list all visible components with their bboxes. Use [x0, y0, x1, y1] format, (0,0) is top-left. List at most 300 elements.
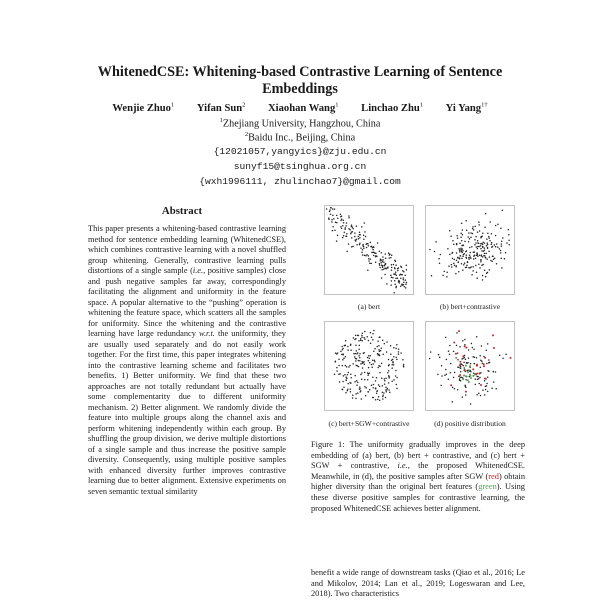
scatter-point	[379, 267, 381, 269]
scatter-point	[335, 361, 337, 363]
scatter-point	[361, 340, 363, 342]
scatter-point	[470, 403, 472, 405]
scatter-point	[372, 249, 374, 251]
scatter-point	[358, 360, 360, 362]
scatter-point	[396, 274, 398, 276]
scatter-point	[450, 384, 452, 386]
scatter-point	[368, 340, 370, 342]
scatter-point	[499, 248, 501, 250]
scatter-point	[350, 349, 352, 351]
scatter-point	[480, 395, 482, 397]
scatter-point	[470, 232, 472, 234]
author: Yi Yang$^{1\dagger}$	[445, 101, 488, 114]
scatter-point	[362, 244, 364, 246]
scatter-point	[493, 381, 495, 383]
scatter-point	[495, 371, 497, 373]
scatter-point	[459, 251, 461, 253]
scatter-point	[466, 266, 468, 268]
subcaption-c: (c) bert+SGW+contrastive	[328, 419, 410, 428]
scatter-point	[329, 209, 331, 211]
scatter-point	[344, 345, 346, 347]
scatter-point	[444, 271, 446, 273]
scatter-point	[472, 375, 474, 377]
scatter-point	[472, 356, 474, 358]
scatter-point	[491, 388, 493, 390]
scatter-point	[393, 379, 395, 381]
scatter-point	[471, 246, 473, 248]
scatter-point	[476, 252, 478, 254]
scatter-point	[434, 251, 436, 253]
scatter-point	[394, 273, 396, 275]
scatter-point	[332, 230, 334, 232]
scatter-point	[377, 340, 379, 342]
scatter-point	[495, 225, 497, 227]
scatter-point	[386, 341, 388, 343]
scatter-point	[381, 252, 383, 254]
scatter-point	[476, 277, 478, 279]
scatter-point	[506, 242, 508, 244]
scatter-point	[396, 384, 398, 386]
scatter-point	[477, 254, 479, 256]
scatter-point	[454, 388, 456, 390]
scatter-point	[362, 362, 364, 364]
scatter-point	[462, 378, 464, 380]
scatter-point	[371, 367, 373, 369]
scatter-point	[478, 383, 480, 385]
scatter-point	[452, 258, 454, 260]
scatter-point	[469, 238, 471, 240]
scatter-point	[341, 228, 343, 230]
scatter-point	[336, 222, 338, 224]
subcaption-b: (b) bert+contrastive	[439, 302, 501, 311]
scatter-point	[455, 273, 457, 275]
scatter-point	[326, 208, 328, 210]
scatter-point	[485, 253, 487, 255]
scatter-point	[474, 363, 476, 365]
scatter-point	[350, 377, 352, 379]
scatter-point	[343, 235, 345, 237]
scatter-point	[343, 222, 345, 224]
scatter-point	[476, 272, 478, 274]
scatter-point	[369, 262, 371, 264]
scatter-point	[374, 359, 376, 361]
scatter-point	[336, 240, 338, 242]
scatter-point	[473, 229, 475, 231]
scatter-point	[359, 234, 361, 236]
scatter-point	[456, 345, 458, 347]
scatter-point	[482, 256, 484, 258]
scatter-point	[502, 237, 504, 239]
scatter-point	[338, 359, 340, 361]
scatter-point	[461, 240, 463, 242]
scatter-point	[368, 391, 370, 393]
scatter-point	[342, 365, 344, 367]
scatter-point	[388, 370, 390, 372]
scatter-point	[395, 357, 397, 359]
scatter-point	[477, 376, 479, 378]
scatter-point	[457, 389, 459, 391]
scatter-point	[366, 247, 368, 249]
scatter-point	[390, 353, 392, 355]
scatter-point	[483, 356, 485, 358]
scatter-point	[459, 242, 461, 244]
scatter-point	[396, 388, 398, 390]
scatter-point	[457, 257, 459, 259]
scatter-point	[376, 346, 378, 348]
scatter-point	[389, 392, 391, 394]
scatter-point	[368, 258, 370, 260]
scatter-point	[453, 342, 455, 344]
scatter-point	[363, 239, 365, 241]
scatter-point	[335, 352, 337, 354]
panel-a	[324, 205, 414, 295]
scatter-point	[464, 339, 466, 341]
scatter-point	[461, 258, 463, 260]
scatter-point	[480, 359, 482, 361]
scatter-point	[359, 353, 361, 355]
scatter-point	[389, 253, 391, 255]
scatter-point	[378, 396, 380, 398]
scatter-point	[477, 255, 479, 257]
scatter-point	[358, 340, 360, 342]
scatter-point	[402, 270, 404, 272]
scatter-point	[488, 236, 490, 238]
scatter-point	[484, 269, 486, 271]
scatter-point	[474, 251, 476, 253]
scatter-point	[381, 363, 383, 365]
scatter-point	[382, 354, 384, 356]
scatter-point	[341, 354, 343, 356]
scatter-point	[391, 264, 393, 266]
scatter-point	[501, 245, 503, 247]
scatter-point	[462, 248, 464, 250]
scatter-point	[370, 242, 372, 244]
scatter-point	[501, 267, 503, 269]
scatter-point	[348, 228, 350, 230]
email: {12021057,yangyics}@zju.edu.cn	[213, 146, 387, 157]
scatter-point	[333, 218, 335, 220]
scatter-point	[396, 344, 398, 346]
scatter-point	[508, 234, 510, 236]
scatter-point	[357, 335, 359, 337]
panel-c	[324, 321, 414, 411]
scatter-point	[501, 241, 503, 243]
scatter-point	[472, 233, 474, 235]
scatter-point	[462, 255, 464, 257]
scatter-point	[465, 251, 467, 253]
scatter-point	[331, 221, 333, 223]
scatter-point	[382, 394, 384, 396]
scatter-point	[356, 353, 358, 355]
scatter-point	[460, 371, 462, 373]
scatter-point	[370, 332, 372, 334]
scatter-point	[373, 351, 375, 353]
scatter-point	[349, 382, 351, 384]
scatter-point	[491, 261, 493, 263]
scatter-point	[484, 357, 486, 359]
scatter-point	[338, 373, 340, 375]
scatter-plot-d	[425, 321, 515, 411]
scatter-point	[398, 348, 400, 350]
scatter-point	[455, 357, 457, 359]
scatter-point	[453, 351, 455, 353]
scatter-point	[497, 246, 499, 248]
scatter-point	[394, 267, 396, 269]
scatter-point	[463, 362, 465, 364]
scatter-point	[473, 258, 475, 260]
scatter-point	[377, 390, 379, 392]
scatter-point	[355, 393, 357, 395]
scatter-point	[370, 355, 372, 357]
scatter-point	[359, 237, 361, 239]
scatter-point	[345, 365, 347, 367]
scatter-point	[382, 256, 384, 258]
scatter-point	[340, 213, 342, 215]
scatter-point	[494, 257, 496, 259]
scatter-point	[368, 367, 370, 369]
scatter-point	[406, 269, 408, 271]
scatter-point	[448, 265, 450, 267]
scatter-point	[373, 255, 375, 257]
panel-d	[425, 321, 515, 411]
scatter-point	[395, 370, 397, 372]
scatter-point	[490, 260, 492, 262]
scatter-point	[394, 280, 396, 282]
scatter-plot-b	[425, 205, 515, 295]
scatter-point	[400, 285, 402, 287]
email: {wxh1996111, zhulinchao7}@gmail.com	[199, 176, 401, 187]
scatter-point	[454, 265, 456, 267]
scatter-point	[390, 345, 392, 347]
scatter-point	[395, 271, 397, 273]
scatter-point	[351, 237, 353, 239]
scatter-point	[353, 337, 355, 339]
scatter-point	[468, 357, 470, 359]
scatter-point	[342, 348, 344, 350]
abstract-text: This paper presents a whitening-based contrastive learning method for sentence embedding learning (WhitenedCSE), which combines contrastive learning with a novel shuffled group whitening. Generally, contrastive learning pulls distortions of a single sample (i.e., positive samples) close and push negative samples far away, correspondingly facilitating the alignment and uniformity in the feature space. A popular alternative to the “pushing” operation is whitening the feature space, which scatters all the samples for uniformity. Since the whitening and the contrastive learning have large redundancy w.r.t. the uniformity, they are usually used separately and do not easily work together. For the first time, this paper integrates whitening into the contrastive learning scheme and facilitates two benefits. 1) Better uniformity. We find that these two approaches are not totally redundant but actually have some complementarity due to different uniformity mechanism. 2) Better alignment. We randomly divide the feature into multiple groups along the channel axis and perform whitening independently within each group. By shuffling the group division, we derive multiple distortions of a single sample and thus increase the positive sample diversity. Consequently, using multiple positive samples with enhanced diversity further improves contrastive learning due to better alignment. Extensive experiments on seven semantic textual similarity	[88, 224, 286, 496]
scatter-point	[465, 379, 467, 381]
scatter-point	[461, 364, 463, 366]
scatter-point	[345, 340, 347, 342]
scatter-point	[348, 215, 350, 217]
scatter-point	[480, 367, 482, 369]
figure-1	[312, 205, 522, 430]
scatter-point	[491, 244, 493, 246]
scatter-point	[484, 249, 486, 251]
scatter-point	[480, 237, 482, 239]
scatter-point	[452, 387, 454, 389]
scatter-point	[487, 233, 489, 235]
scatter-point	[484, 380, 486, 382]
scatter-point	[405, 287, 407, 289]
scatter-point	[355, 353, 357, 355]
scatter-point	[395, 264, 397, 266]
scatter-point	[382, 339, 384, 341]
panel-b	[425, 205, 515, 295]
affiliation: $^1$Zhejiang University, Hangzhou, China	[219, 117, 381, 130]
scatter-point	[465, 394, 467, 396]
scatter-point	[364, 222, 366, 224]
scatter-point	[376, 377, 378, 379]
scatter-point	[448, 350, 450, 352]
scatter-point	[363, 234, 365, 236]
scatter-point	[445, 369, 447, 371]
scatter-point	[365, 387, 367, 389]
scatter-point	[342, 237, 344, 239]
subcaption-d: (d) positive distribution	[434, 419, 506, 428]
scatter-point	[437, 374, 439, 376]
scatter-point	[457, 352, 459, 354]
scatter-point	[378, 345, 380, 347]
scatter-point	[467, 371, 469, 373]
body-paragraph: benefit a wide range of downstream tasks (Qiao et al., 2016; Le and Mikolov, 2014; Lan et al., 2019; Logeswaran and Lee, 2018). Two characteristics	[311, 568, 525, 599]
scatter-point	[390, 284, 392, 286]
scatter-point	[481, 345, 483, 347]
scatter-point	[472, 270, 474, 272]
scatter-point	[463, 369, 465, 371]
scatter-point	[429, 249, 431, 251]
scatter-point	[398, 353, 400, 355]
scatter-point	[340, 351, 342, 353]
scatter-point	[472, 368, 474, 370]
scatter-point	[370, 246, 372, 248]
scatter-point	[367, 379, 369, 381]
scatter-point	[397, 268, 399, 270]
scatter-point	[345, 376, 347, 378]
scatter-point	[346, 222, 348, 224]
scatter-point	[477, 231, 479, 233]
scatter-point	[452, 252, 454, 254]
scatter-point	[355, 365, 357, 367]
scatter-point	[405, 279, 407, 281]
scatter-point	[349, 365, 351, 367]
email: sunyf15@tsinghua.org.cn	[233, 161, 367, 172]
scatter-point	[468, 241, 470, 243]
scatter-point	[347, 349, 349, 351]
scatter-point	[352, 363, 354, 365]
scatter-point	[458, 330, 460, 332]
scatter-point	[486, 350, 488, 352]
scatter-point	[354, 339, 356, 341]
scatter-point	[481, 254, 483, 256]
scatter-point	[368, 260, 370, 262]
scatter-point	[400, 274, 402, 276]
scatter-point	[485, 389, 487, 391]
scatter-point	[354, 356, 356, 358]
scatter-point	[393, 292, 395, 294]
scatter-point	[359, 388, 361, 390]
scatter-point	[487, 343, 489, 345]
scatter-point	[439, 357, 441, 359]
scatter-point	[364, 372, 366, 374]
scatter-point	[461, 250, 463, 252]
scatter-point	[372, 339, 374, 341]
scatter-point	[387, 267, 389, 269]
scatter-point	[453, 244, 455, 246]
scatter-point	[470, 371, 472, 373]
scatter-point	[400, 277, 402, 279]
scatter-point	[431, 275, 433, 277]
scatter-point	[393, 356, 395, 358]
scatter-point	[469, 247, 471, 249]
scatter-point	[465, 375, 467, 377]
scatter-point	[382, 265, 384, 267]
scatter-point	[377, 399, 379, 401]
scatter-point	[392, 277, 394, 279]
scatter-point	[352, 394, 354, 396]
scatter-point	[355, 335, 357, 337]
scatter-point	[392, 361, 394, 363]
scatter-point	[378, 384, 380, 386]
scatter-point	[502, 358, 504, 360]
scatter-point	[429, 358, 431, 360]
scatter-point	[351, 246, 353, 248]
scatter-point	[488, 251, 490, 253]
scatter-point	[491, 233, 493, 235]
scatter-point	[379, 386, 381, 388]
affiliation: $^2$Baidu Inc., Beijing, China	[244, 131, 356, 144]
scatter-point	[382, 398, 384, 400]
scatter-point	[386, 283, 388, 285]
scatter-point	[479, 230, 481, 232]
scatter-point	[481, 265, 483, 267]
scatter-point	[372, 333, 374, 335]
abstract-heading: Abstract	[161, 205, 203, 217]
scatter-point	[484, 394, 486, 396]
scatter-point	[491, 242, 493, 244]
scatter-point	[480, 243, 482, 245]
scatter-point	[475, 265, 477, 267]
scatter-point	[350, 233, 352, 235]
scatter-point	[459, 250, 461, 252]
figure-caption: Figure 1: The uniformity gradually improves in the deep embedding of (a) bert, (b) bert + contrastive, and (c) bert + SGW + contrastive, i.e., the proposed WhitenedCSE. Meanwhile, in (d), the positive samples after SGW (red) obtain higher diversity than the original bert features (green). Using these diverse positive samples for contrastive learning, the proposed WhitenedCSE achieves better alignment.	[311, 440, 526, 513]
scatter-point	[489, 221, 491, 223]
scatter-point	[403, 365, 405, 367]
scatter-point	[479, 377, 481, 379]
scatter-point	[452, 240, 454, 242]
scatter-point	[468, 257, 470, 259]
scatter-point	[391, 267, 393, 269]
scatter-point	[478, 243, 480, 245]
scatter-point	[478, 378, 480, 380]
scatter-point	[361, 336, 363, 338]
scatter-point	[344, 228, 346, 230]
scatter-point	[341, 218, 343, 220]
scatter-point	[346, 366, 348, 368]
scatter-point	[395, 348, 397, 350]
scatter-point	[391, 360, 393, 362]
scatter-point	[464, 241, 466, 243]
scatter-point	[344, 232, 346, 234]
scatter-point	[480, 384, 482, 386]
scatter-point	[464, 384, 466, 386]
scatter-point	[363, 353, 365, 355]
scatter-point	[360, 363, 362, 365]
scatter-point	[383, 392, 385, 394]
scatter-point	[462, 269, 464, 271]
author: Linchao Zhu$^1$	[361, 101, 424, 114]
scatter-point	[474, 226, 476, 228]
scatter-point	[381, 347, 383, 349]
scatter-point	[449, 230, 451, 232]
scatter-point	[459, 257, 461, 259]
scatter-point	[458, 261, 460, 263]
scatter-point	[379, 355, 381, 357]
scatter-point	[465, 391, 467, 393]
scatter-point	[383, 268, 385, 270]
scatter-point	[475, 242, 477, 244]
scatter-point	[464, 345, 466, 347]
